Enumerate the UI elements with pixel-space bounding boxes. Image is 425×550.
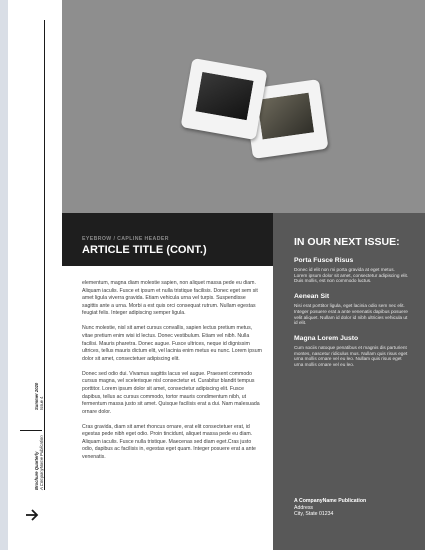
publisher-address <box>294 498 366 518</box>
article-body <box>82 280 262 469</box>
address-line: Address <box>294 504 314 511</box>
sidebar-item <box>294 293 409 326</box>
hero-image <box>62 0 425 213</box>
article-paragraph: Nunc molestie, nisl sit amet cursus convallis, sapien lectus pretium metus, vitae pretium enim wisi id lectus. Donec vestibulum. Etiam vel nibh. Nulla facilisi. Mauris pharetra. Donec augue. Fusce ultrices, neque id dignissim ultrices, tellus mauris dictum elit, vel lacinia enim metus eu nunc. Lorem ipsum dolor sit amet, consectetuer adipiscing elit. <box>82 325 262 362</box>
article-paragraph: Cras gravida, diam sit amet rhoncus ornare, erat elit consectetuer erat, id egestas pede nibh eget odio. Proin tincidunt, aliquet massa pede eu diam. Aliquam iaculis. Fusce nulla tristique. Maecenas sed diam eget.Cras justo odio, dapibus ac facilisis in, egestas eget quam. Integer posuere erat a ante venenatis. <box>82 423 256 461</box>
sidebar-item-title: Magna Lorem Justo <box>294 334 359 342</box>
article-eyebrow: EYEBROW / CAPLINE HEADER <box>82 236 169 242</box>
publication-subtitle: A CompanyName Publication <box>39 435 44 490</box>
issue-number: Issue 4 <box>39 396 44 410</box>
sidebar-item-text: Donec id elit non mi porta gravida at eget metus. Lorem ipsum dolor sit amet, consectetur adipiscing elit. Duis mollis, est non commodo luctus. <box>294 267 409 284</box>
article-paragraph: elementum, magna diam molestie sapien, non aliquet massa pede eu diam. Aliquam iaculis. Fusce et ipsum et nulla tristique facilisis. Donec eget sem sit amet ligula viverra gravida. Etiam vehicula urna vel turpis. Suspendisse sagittis ante a urna. Morbi a est quis orci consequat rutrum. Nullam egestas feugiat felis. Integer adipiscing semper ligula. <box>82 280 258 317</box>
article-title: ARTICLE TITLE (CONT.) <box>82 244 207 256</box>
rail-divider <box>44 20 45 490</box>
sidebar-item-text: Nisi erat porttitor ligula, eget lacinia odio sem nec elit. Integer posuere erat a ante venenatis dapibus posuere velit aliquet. Nullam id dolor id nibh ultricies vehicula ut id elit. <box>294 303 408 326</box>
sidebar-item-title: Aenean Sit <box>294 293 330 301</box>
sidebar-item-title: Porta Fusce Risus <box>294 257 354 264</box>
sidebar-item <box>294 257 409 284</box>
sidebar-item <box>294 335 409 368</box>
page-edge-strip <box>0 0 8 550</box>
publisher-name: A CompanyName Publication <box>294 498 367 504</box>
arrow-right-icon[interactable] <box>22 505 42 525</box>
sidebar-item-text: Cum sociis natoque penatibus et magnis dis parturient montes, nascetur ridiculus mus. Nullam quis risus eget urna mollis ornare vel eu leo. Nullam quis risus eget urna mollis ornare vel eu leo. <box>294 344 408 368</box>
sidebar-heading: IN OUR NEXT ISSUE: <box>294 236 400 248</box>
sidebar-items <box>294 257 409 377</box>
issue-season: Summer 2020 <box>34 382 39 410</box>
article-paragraph: Donec sed odio dui. Vivamus sagittis lacus vel augue. Praesent commodo cursus magna, vel scelerisque nisl consectetur et. Curabitur blandit tempus porttitor. Lorem ipsum dolor sit amet, consectetur adipiscing elit. Fusce dapibus, tellus ac cursus commodo, tortor mauris condimentum nibh, ut fermentum massa justo sit amet. Quisque facilisis erat a dui. Nam malesuada ornare dolor. <box>82 370 260 415</box>
publication-title: Brochure Quarterly <box>34 451 39 490</box>
city-state-line: City, State 01234 <box>294 511 334 518</box>
rail-rule <box>20 430 42 431</box>
slide-front <box>180 58 267 140</box>
